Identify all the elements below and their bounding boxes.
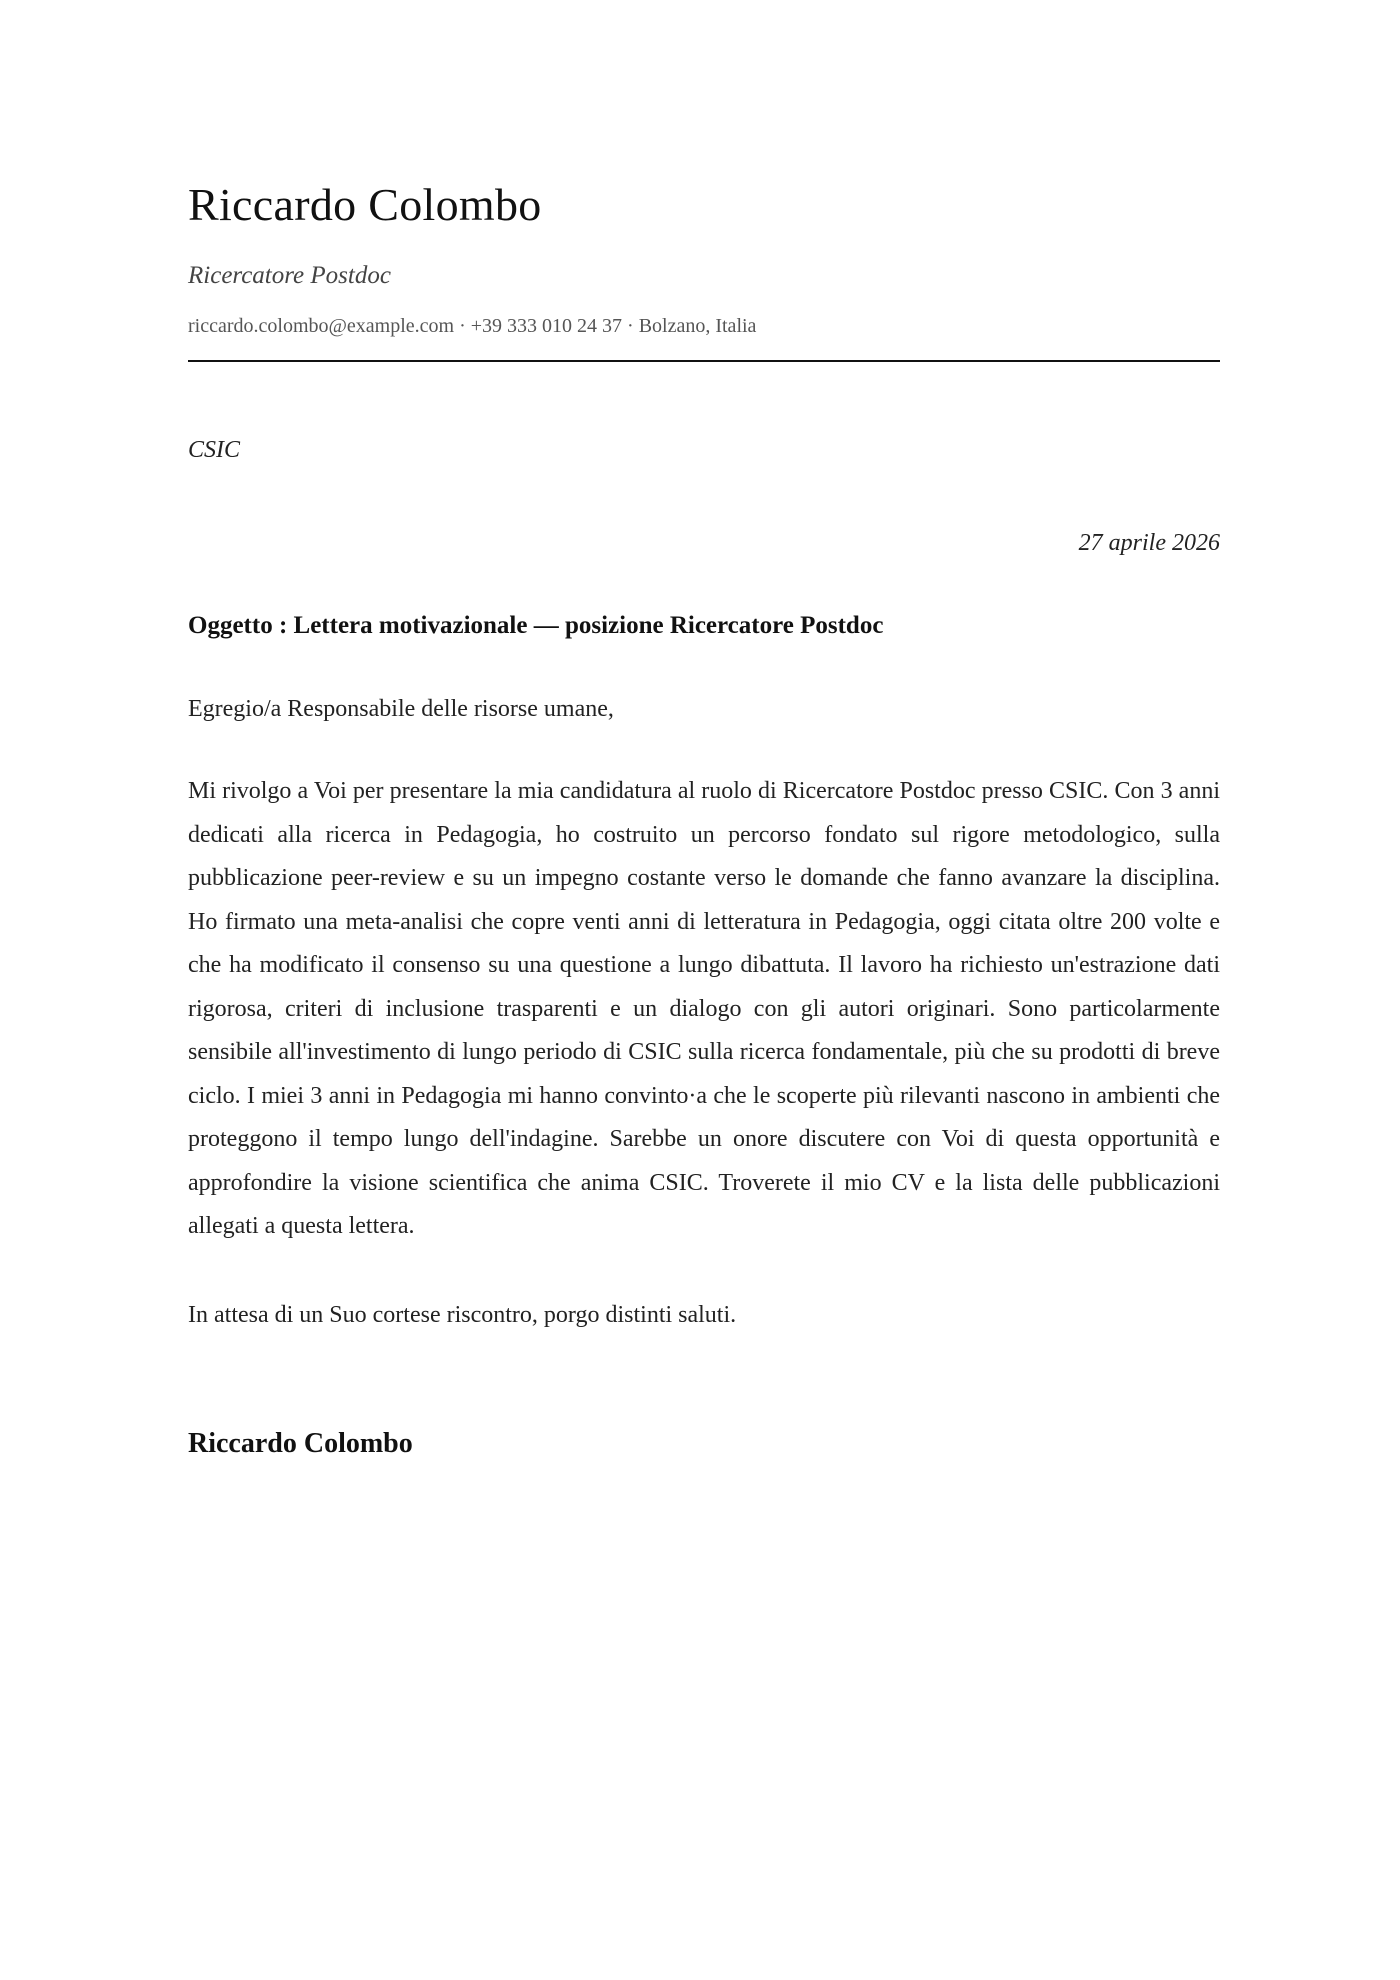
closing: In attesa di un Suo cortese riscontro, porgo distinti saluti. <box>188 1302 737 1328</box>
sender-role: Ricercatore Postdoc <box>188 262 391 289</box>
header-divider <box>188 360 1220 362</box>
recipient: CSIC <box>188 437 241 463</box>
letter-subject: Oggetto : Lettera motivazionale — posizione Ricercatore Postdoc <box>188 612 884 639</box>
letter-body: Mi rivolgo a Voi per presentare la mia candidatura al ruolo di Ricercatore Postdoc presso CSIC. Con 3 anni dedicati alla ricerca in Pedagogia, ho costruito un percorso fondato sul rigore metodologico, sulla pubblicazione peer-review e su un impegno costante verso le domande che fanno avanzare la disciplina. Ho firmato una meta-analisi che copre venti anni di letteratura in Pedagogia, oggi citata oltre 200 volte e che ha modificato il consenso su una questione a lungo dibattuta. Il lavoro ha richiesto un'estrazione dati rigorosa, criteri di inclusione trasparenti e un dialogo con gli autori originari. Sono particolarmente sensibile all'investimento di lungo periodo di CSIC sulla ricerca fondamentale, più che su prodotti di breve ciclo. I miei 3 anni in Pedagogia mi hanno convinto·a che le scoperte più rilevanti nascono in ambienti che proteggono il tempo lungo dell'indagine. Sarebbe un onore discutere con Voi di questa opportunità e approfondire la visione scientifica che anima CSIC. Troverete il mio CV e la lista delle pubblicazioni allegati a questa lettera. <box>188 778 1220 1239</box>
salutation: Egregio/a Responsabile delle risorse umane, <box>188 696 614 722</box>
sender-name: Riccardo Colombo <box>188 179 542 230</box>
sender-contact: riccardo.colombo@example.com · +39 333 010 24 37 · Bolzano, Italia <box>188 315 757 337</box>
letter-date: 27 aprile 2026 <box>1078 530 1220 556</box>
signature: Riccardo Colombo <box>188 1428 413 1459</box>
